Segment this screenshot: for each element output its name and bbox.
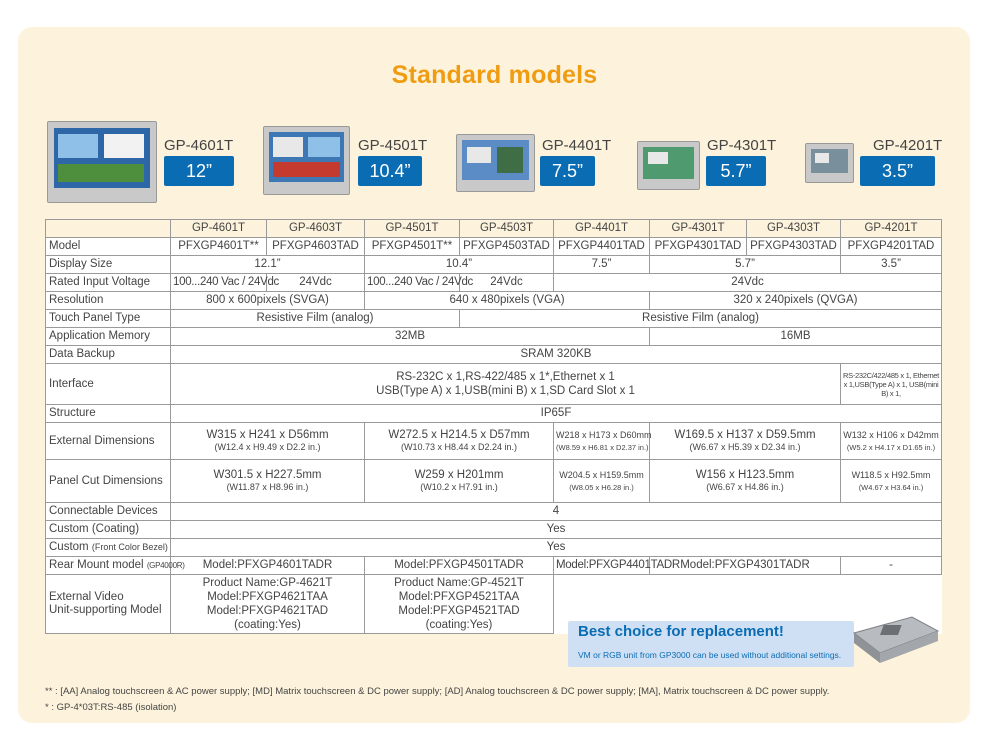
table-cell: Resistive Film (analog)	[460, 310, 942, 328]
table-cell	[554, 460, 650, 503]
header-blank	[46, 220, 171, 238]
dim-sub: (W12.4 x H9.49 x D2.2 in.)	[214, 442, 321, 452]
dim-main: W272.5 x H214.5 x D57mm	[388, 429, 530, 441]
table-row	[46, 346, 942, 364]
table-cell: 5.7”	[650, 256, 841, 274]
interface-line-2: USB(Type A) x 1,USB(mini B) x 1,SD Card Slot x 1	[376, 385, 635, 397]
table-row	[46, 238, 942, 256]
video-unit-device-image	[850, 613, 940, 665]
row-label: Structure	[46, 405, 171, 423]
row-label: Interface	[46, 364, 171, 405]
dim-main: W169.5 x H137 x D59.5mm	[674, 429, 816, 441]
row-label: Data Backup	[46, 346, 171, 364]
footnote-2: * : GP-4*03T:RS-485 (isolation)	[45, 702, 177, 713]
row-label: Rated Input Voltage	[46, 274, 171, 292]
table-cell: PFXGP4301TAD	[650, 238, 747, 256]
model-size-badge: 5.7”	[706, 156, 766, 186]
row-label: Touch Panel Type	[46, 310, 171, 328]
table-cell: PFXGP4503TAD	[460, 238, 554, 256]
model-size-badge: 7.5”	[540, 156, 595, 186]
table-cell	[650, 423, 841, 460]
video-line: Model:PFXGP4521TAA	[398, 591, 520, 603]
table-cell: PFXGP4603TAD	[267, 238, 365, 256]
table-cell: 10.4”	[365, 256, 554, 274]
dim-sub: (W4.67 x H3.64 in.)	[858, 483, 924, 492]
table-cell	[171, 460, 365, 503]
table-cell: 24Vdc	[267, 274, 365, 292]
interface-line-1: RS-232C x 1,RS-422/485 x 1*,Ethernet x 1	[396, 371, 615, 383]
row-label	[46, 539, 171, 557]
table-cell	[841, 423, 942, 460]
video-line: Model:PFXGP4621TAD	[206, 605, 329, 617]
table-cell	[841, 364, 942, 405]
table-cell: 100...240 Vac / 24Vdc	[365, 274, 460, 292]
dim-sub: (W8.05 x H6.28 in.)	[569, 483, 634, 492]
table-row	[46, 310, 942, 328]
table-row	[46, 274, 942, 292]
gp-4501t-product-image	[263, 126, 350, 195]
table-cell: PFXGP4303TAD	[747, 238, 841, 256]
row-label	[46, 575, 171, 634]
footnote-1: ** : [AA] Analog touchscreen & AC power supply; [MD] Matrix touchscreen & DC power supply; [AD] Analog touchscreen & DC power supply; [MA], Matrix touchscreen & DC power supply.	[45, 686, 830, 697]
table-cell: 640 x 480pixels (VGA)	[365, 292, 650, 310]
table-cell: 7.5”	[554, 256, 650, 274]
model-name-gp-4601t: GP-4601T	[164, 137, 234, 154]
table-cell: 12.1”	[171, 256, 365, 274]
table-cell: 800 x 600pixels (SVGA)	[171, 292, 365, 310]
dim-main: W259 x H201mm	[414, 469, 504, 481]
table-cell	[171, 575, 365, 634]
row-label: Connectable Devices	[46, 503, 171, 521]
model-name-gp-4401t: GP-4401T	[542, 137, 612, 154]
table-row	[46, 460, 942, 503]
table-row	[46, 405, 942, 423]
table-header-row	[46, 220, 942, 238]
table-cell: SRAM 320KB	[171, 346, 942, 364]
row-label-main: Custom	[49, 541, 89, 553]
header-cell: GP-4601T	[171, 220, 267, 238]
row-label: Application Memory	[46, 328, 171, 346]
row-label: Panel Cut Dimensions	[46, 460, 171, 503]
gp-4301t-product-image	[637, 141, 700, 190]
video-line: (coating:Yes)	[425, 619, 493, 631]
table-cell	[365, 575, 554, 634]
table-cell: IP65F	[171, 405, 942, 423]
table-cell	[365, 460, 554, 503]
video-line: Model:PFXGP4621TAA	[207, 591, 328, 603]
model-name-gp-4201t: GP-4201T	[873, 137, 943, 154]
header-cell: GP-4503T	[460, 220, 554, 238]
table-cell: 3.5”	[841, 256, 942, 274]
table-cell	[171, 364, 841, 405]
row-label-main: Rear Mount model	[49, 559, 144, 571]
table-cell	[650, 460, 841, 503]
model-name-gp-4501t: GP-4501T	[358, 137, 428, 154]
dim-main: W315 x H241 x D56mm	[206, 429, 329, 441]
row-label-line-1: External Video	[49, 591, 124, 603]
table-cell: -	[841, 557, 942, 575]
dim-main: W118.5 x H92.5mm	[851, 470, 931, 480]
dim-main: W156 x H123.5mm	[695, 469, 795, 481]
dim-sub: (W10.73 x H8.44 x D2.24 in.)	[400, 442, 518, 452]
table-cell: Model:PFXGP4401TADR	[554, 557, 650, 575]
table-cell: 24Vdc	[554, 274, 942, 292]
table-cell: Model:PFXGP4601TADR	[171, 557, 365, 575]
header-cell: GP-4401T	[554, 220, 650, 238]
dim-main: W301.5 x H227.5mm	[213, 469, 322, 481]
table-cell: 320 x 240pixels (QVGA)	[650, 292, 942, 310]
video-line: Product Name:GP-4621T	[202, 577, 333, 589]
gp-4401t-product-image	[456, 134, 535, 192]
row-label-small: (GP4000R)	[146, 561, 185, 570]
table-cell: PFXGP4201TAD	[841, 238, 942, 256]
interface-small-text: RS-232C/422/485 x 1, Ethernet x 1,USB(Type A) x 1, USB(mini B) x 1,	[843, 370, 939, 398]
dim-sub: (W11.87 x H8.96 in.)	[226, 482, 309, 492]
dim-sub: (W5.2 x H4.17 x D1.65 in.)	[846, 443, 936, 452]
table-cell	[171, 423, 365, 460]
model-size-badge: 12”	[164, 156, 234, 186]
table-row	[46, 539, 942, 557]
row-label: External Dimensions	[46, 423, 171, 460]
table-cell: 16MB	[650, 328, 942, 346]
table-row	[46, 364, 942, 405]
dim-main: W132 x H106 x D42mm	[843, 430, 939, 440]
row-label: Resolution	[46, 292, 171, 310]
header-cell: GP-4303T	[747, 220, 841, 238]
table-row	[46, 503, 942, 521]
table-cell: Yes	[171, 539, 942, 557]
video-line: (coating:Yes)	[234, 619, 301, 631]
model-size-badge: 10.4”	[358, 156, 422, 186]
spec-table	[45, 219, 942, 634]
table-row	[46, 328, 942, 346]
table-row	[46, 292, 942, 310]
table-cell: PFXGP4401TAD	[554, 238, 650, 256]
header-cell: GP-4301T	[650, 220, 747, 238]
replacement-banner	[568, 621, 854, 667]
table-cell: 4	[171, 503, 942, 521]
table-cell: 100...240 Vac / 24Vdc	[171, 274, 267, 292]
video-line: Product Name:GP-4521T	[394, 577, 524, 589]
table-cell	[841, 460, 942, 503]
table-row	[46, 521, 942, 539]
dim-main: W218 x H173 x D60mm	[556, 430, 652, 440]
table-cell: Model:PFXGP4301TADR	[650, 557, 841, 575]
table-cell	[554, 423, 650, 460]
video-line: Model:PFXGP4521TAD	[398, 605, 520, 617]
table-cell: Model:PFXGP4501TADR	[365, 557, 554, 575]
row-label: Display Size	[46, 256, 171, 274]
banner-text: VM or RGB unit from GP3000 can be used without additional settings.	[578, 650, 842, 660]
model-size-badge: 3.5”	[860, 156, 935, 186]
header-cell: GP-4603T	[267, 220, 365, 238]
row-label-line-2: Unit-supporting Model	[49, 604, 162, 616]
gp-4201t-product-image	[805, 143, 854, 183]
table-cell: Resistive Film (analog)	[171, 310, 460, 328]
table-cell: 32MB	[171, 328, 650, 346]
dim-sub: (W6.67 x H4.86 in.)	[706, 482, 784, 492]
row-label: Custom (Coating)	[46, 521, 171, 539]
table-cell: PFXGP4501T**	[365, 238, 460, 256]
dim-sub: (W6.67 x H5.39 x D2.34 in.)	[689, 442, 801, 452]
page-title: Standard models	[391, 61, 598, 89]
table-cell: PFXGP4601T**	[171, 238, 267, 256]
table-row	[46, 423, 942, 460]
row-label-small: (Front Color Bezel)	[91, 542, 168, 552]
table-cell: Yes	[171, 521, 942, 539]
table-row	[46, 557, 942, 575]
row-label: Model	[46, 238, 171, 256]
banner-title: Best choice for replacement!	[578, 623, 784, 640]
gp-4601t-product-image	[47, 121, 157, 203]
header-cell: GP-4501T	[365, 220, 460, 238]
table-row	[46, 256, 942, 274]
dim-sub: (W8.59 x H6.81 x D2.37 in.)	[556, 443, 649, 452]
dim-sub: (W10.2 x H7.91 in.)	[420, 482, 498, 492]
model-name-gp-4301t: GP-4301T	[707, 137, 777, 154]
table-cell	[365, 423, 554, 460]
row-label	[46, 557, 185, 575]
header-cell: GP-4201T	[841, 220, 942, 238]
dim-main: W204.5 x H159.5mm	[559, 470, 644, 480]
table-cell: 24Vdc	[460, 274, 554, 292]
